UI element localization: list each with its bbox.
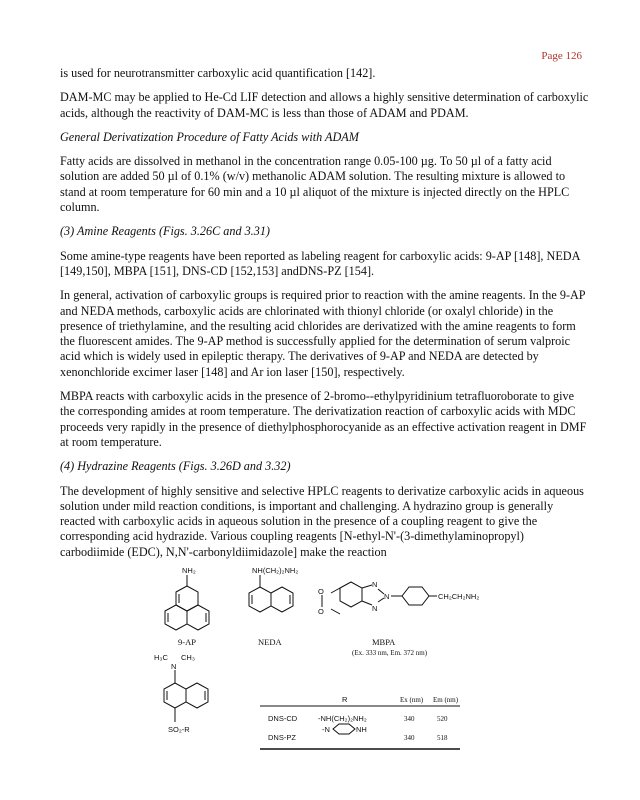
dns-methyl-left: H₃C — [154, 653, 168, 662]
mbpa-wavelengths: (Ex. 333 nm, Em. 372 nm) — [352, 649, 428, 657]
dns-cd-ex: 340 — [404, 715, 415, 723]
dns-pz-name: DNS-PZ — [268, 733, 296, 742]
table-header-em: Em (nm) — [433, 696, 459, 704]
ap-substituent: NH₂ — [182, 566, 196, 575]
paragraph: Some amine-type reagents have been reported as labeling reagent for carboxylic acids: 9-AP [148], NEDA [149,150], MBPA [151], DNS-CD [152,153] andDNS-PZ [154]. — [60, 248, 580, 278]
page-number: Page 126 — [541, 50, 582, 62]
piperazine-ring — [333, 724, 355, 734]
section-heading: (4) Hydrazine Reagents (Figs. 3.26D and 3.32) — [60, 459, 291, 474]
mbpa-nitrogen: N — [372, 580, 378, 589]
9-ap-structure — [165, 575, 209, 630]
dansyl-structure — [164, 670, 208, 722]
section-heading: General Derivatization Procedure of Fatty Acids with ADAM — [60, 129, 359, 144]
paragraph: The development of highly sensitive and selective HPLC reagents to derivatize carboxylic acids in aqueous solution under mild reaction conditions, is important and challenging. A hydrazino group is generally reacted with carboxylic acids in aqueous solution in the presence of a coupling reagent to give the corresponding acid hydrazide. Various coupling reagents [N-ethyl-N'-(3-dimethylaminopropyl) carbodiimide (EDC), N,N'-carbonyldiimidazole] make the reaction — [60, 483, 584, 559]
neda-structure — [249, 575, 293, 612]
dns-cd-name: DNS-CD — [268, 714, 298, 723]
paragraph: DAM-MC may be applied to He-Cd LIF detection and allows a highly sensitive determination of carboxylic acids, although the reactivity of DAM-MC is less than those of ADAM and PDAM. — [60, 90, 589, 120]
dns-cd-em: 520 — [437, 715, 448, 723]
section-heading: (3) Amine Reagents (Figs. 3.26C and 3.31) — [60, 224, 270, 239]
dns-cd-r: -NH(CH₂)₂NH₂ — [318, 714, 367, 723]
mbpa-oxygen: O — [318, 587, 324, 596]
paragraph: In general, activation of carboxylic groups is required prior to reaction with the amine reagents. In the 9-AP and NEDA methods, carboxylic acids are chlorinated with thionyl chloride (or oxalyl chloride) in the presence of triethylamine, and the resulting acid chlorides are derivatized with the amine reagents to form the fluorescent amides. The 9-AP method is successfully applied for the determination of serum valproic acid which is widely used in epileptic therapy. The derivatives of 9-AP and NEDA are detected by xenonchloride excimer laser [148] and Ar ion laser [150], respectively. — [60, 288, 586, 379]
mbpa-oxygen: O — [318, 607, 324, 616]
neda-substituent: NH(CH₂)₂NH₂ — [252, 566, 299, 575]
dns-pz-r-prefix: -N — [322, 725, 330, 734]
ap-label: 9-AP — [178, 637, 196, 647]
body-text — [60, 66, 590, 569]
paragraph: MBPA reacts with carboxylic acids in the presence of 2-bromo--ethylpyridinium tetrafluoroborate to give the corresponding amides at room temperature. The derivatization reaction of carboxylic acids with MDC proceeds very rapidly in the presence of diethylphosphorocyanide as an effective activation reagent in DMF at room temperature. — [60, 389, 587, 449]
mbpa-nitrogen: N — [372, 604, 378, 613]
paragraph: Fatty acids are dissolved in methanol in the concentration range 0.05-100 µg. To 50 µl of a fatty acid solution are added 50 µl of 0.1% (w/v) methanolic ADAM solution. The resulting mixture is allowed to stand at room temperature for 60 min and a 10 µl aliquot of the mixture is injected directly on the HPLC column. — [60, 154, 570, 215]
table-header-ex: Ex (nm) — [400, 696, 424, 704]
dns-nitrogen: N — [171, 662, 177, 671]
mbpa-label: MBPA — [372, 637, 396, 647]
dns-pz-ex: 340 — [404, 734, 415, 742]
amine-reagents-figure — [150, 565, 480, 760]
mbpa-chain: CH₂CH₂NH₂ — [438, 592, 480, 601]
paragraph: is used for neurotransmitter carboxylic acid quantification [142]. — [60, 66, 376, 80]
dns-pz-r-suffix: NH — [356, 725, 367, 734]
dns-pz-em: 518 — [437, 734, 448, 742]
mbpa-structure — [322, 582, 437, 614]
dns-sulfonyl: SO₂-R — [168, 725, 190, 734]
mbpa-nitrogen: N — [384, 592, 390, 601]
neda-label: NEDA — [258, 637, 282, 647]
chemical-structures-diagram — [150, 565, 480, 760]
table-header-r: R — [342, 695, 348, 704]
dns-methyl-right: CH₃ — [181, 653, 195, 662]
